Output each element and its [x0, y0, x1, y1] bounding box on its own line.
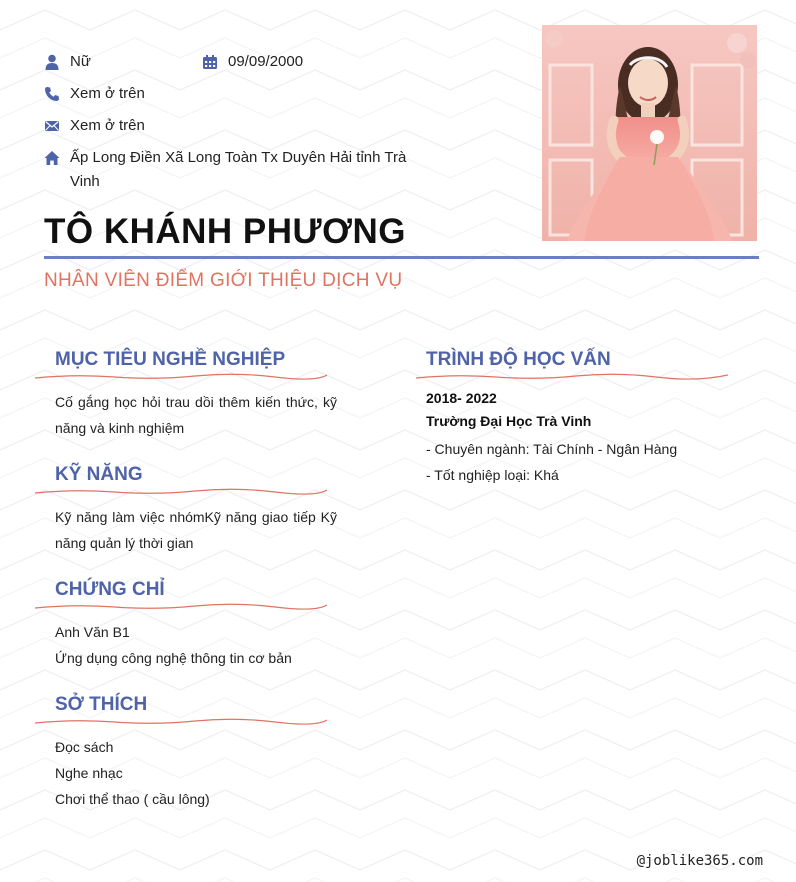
skills-heading: KỸ NĂNG [55, 464, 143, 485]
list-item: Nghe nhạc [55, 765, 123, 781]
calendar-icon [202, 54, 218, 70]
objective-text: Cố gắng học hỏi trau dồi thêm kiến thức, kỹ năng và kinh nghiệm [55, 394, 337, 436]
certificates-heading: CHỨNG CHỈ [55, 579, 165, 600]
contact-phone [44, 82, 145, 106]
envelope-icon [44, 118, 60, 134]
gender-text: Nữ [70, 53, 91, 70]
education-heading: TRÌNH ĐỘ HỌC VẤN [426, 349, 611, 370]
list-item: Anh Văn B1 [55, 624, 130, 640]
hobbies-divider [35, 718, 327, 726]
home-icon [44, 150, 60, 166]
job-title: NHÂN VIÊN ĐIỂM GIỚI THIỆU DỊCH VỤ [44, 270, 403, 291]
list-item: Chơi thể thao ( cầu lông) [55, 791, 210, 807]
skills-text: Kỹ năng làm việc nhómKỹ năng giao tiếp Kỹ năng quản lý thời gian [55, 509, 337, 551]
phone-text: Xem ở trên [70, 85, 145, 102]
watermark: @joblike365.com [636, 853, 763, 869]
list-item: - Tốt nghiệp loại: Khá [426, 467, 559, 483]
contact-address [44, 146, 434, 194]
name-divider [44, 256, 759, 259]
hobbies-list [55, 734, 337, 812]
list-item: Ứng dụng công nghệ thông tin cơ bản [55, 650, 292, 666]
objective-divider [35, 373, 327, 381]
certificates-list [55, 619, 337, 671]
candidate-name: TÔ KHÁNH PHƯƠNG [44, 212, 406, 251]
list-item: Đọc sách [55, 739, 114, 755]
education-details [426, 436, 677, 488]
objective-heading: MỤC TIÊU NGHỀ NGHIỆP [55, 349, 286, 370]
skills-divider [35, 488, 327, 496]
hobbies-heading: SỞ THÍCH [55, 694, 148, 715]
education-school: Trường Đại Học Trà Vinh [426, 413, 592, 429]
user-icon [44, 54, 60, 70]
phone-icon [44, 86, 60, 102]
education-divider [416, 373, 728, 381]
address-text: Ấp Long Điền Xã Long Toàn Tx Duyên Hải tỉnh Trà Vinh [70, 149, 407, 190]
birthdate-text: 09/09/2000 [228, 53, 304, 70]
list-item: - Chuyên ngành: Tài Chính - Ngân Hàng [426, 441, 678, 457]
profile-photo [542, 25, 757, 241]
contact-email [44, 114, 145, 138]
certificates-divider [35, 603, 327, 611]
contact-gender [44, 50, 91, 74]
contact-birthdate [202, 50, 303, 74]
education-years: 2018- 2022 [426, 390, 497, 406]
email-text: Xem ở trên [70, 117, 145, 134]
